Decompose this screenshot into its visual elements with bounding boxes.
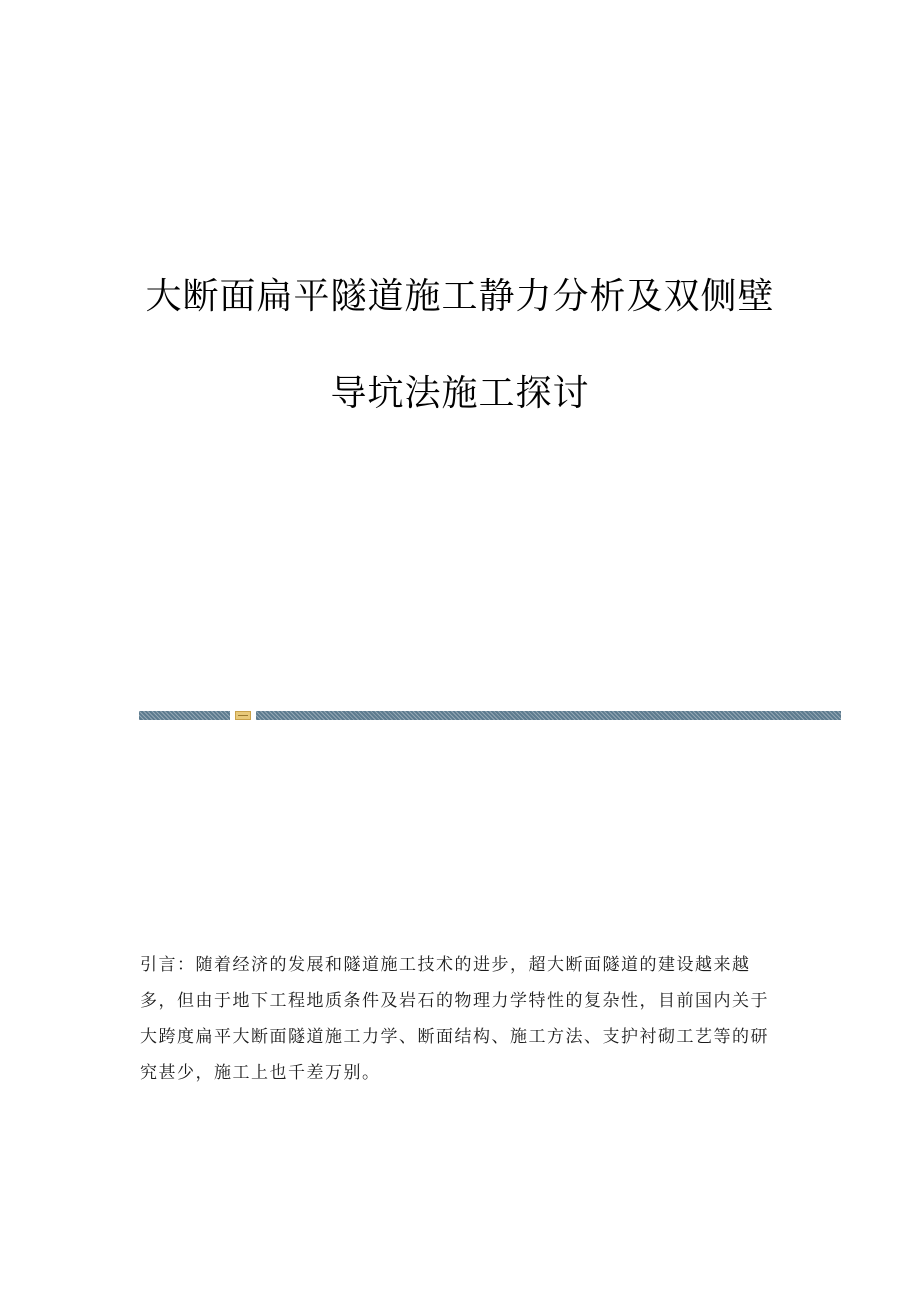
divider-bar-left [139, 711, 230, 720]
intro-line-1: 引言：随着经济的发展和隧道施工技术的进步，超大断面隧道的建设越来越 [140, 955, 751, 975]
document-title-line-1: 大断面扁平隧道施工静力分析及双侧壁 [145, 276, 775, 317]
intro-line-3: 大跨度扁平大断面隧道施工力学、断面结构、施工方法、支护衬砌工艺等的研 [140, 1027, 769, 1047]
intro-paragraph [140, 947, 780, 1091]
intro-line-2: 多，但由于地下工程地质条件及岩石的物理力学特性的复杂性，目前国内关于 [140, 991, 769, 1011]
document-title-line-2: 导坑法施工探讨 [330, 373, 590, 414]
divider-marker-icon [235, 711, 251, 720]
section-divider [139, 711, 841, 720]
divider-bar-right [256, 711, 841, 720]
intro-line-4: 究甚少，施工上也千差万别。 [140, 1063, 381, 1083]
